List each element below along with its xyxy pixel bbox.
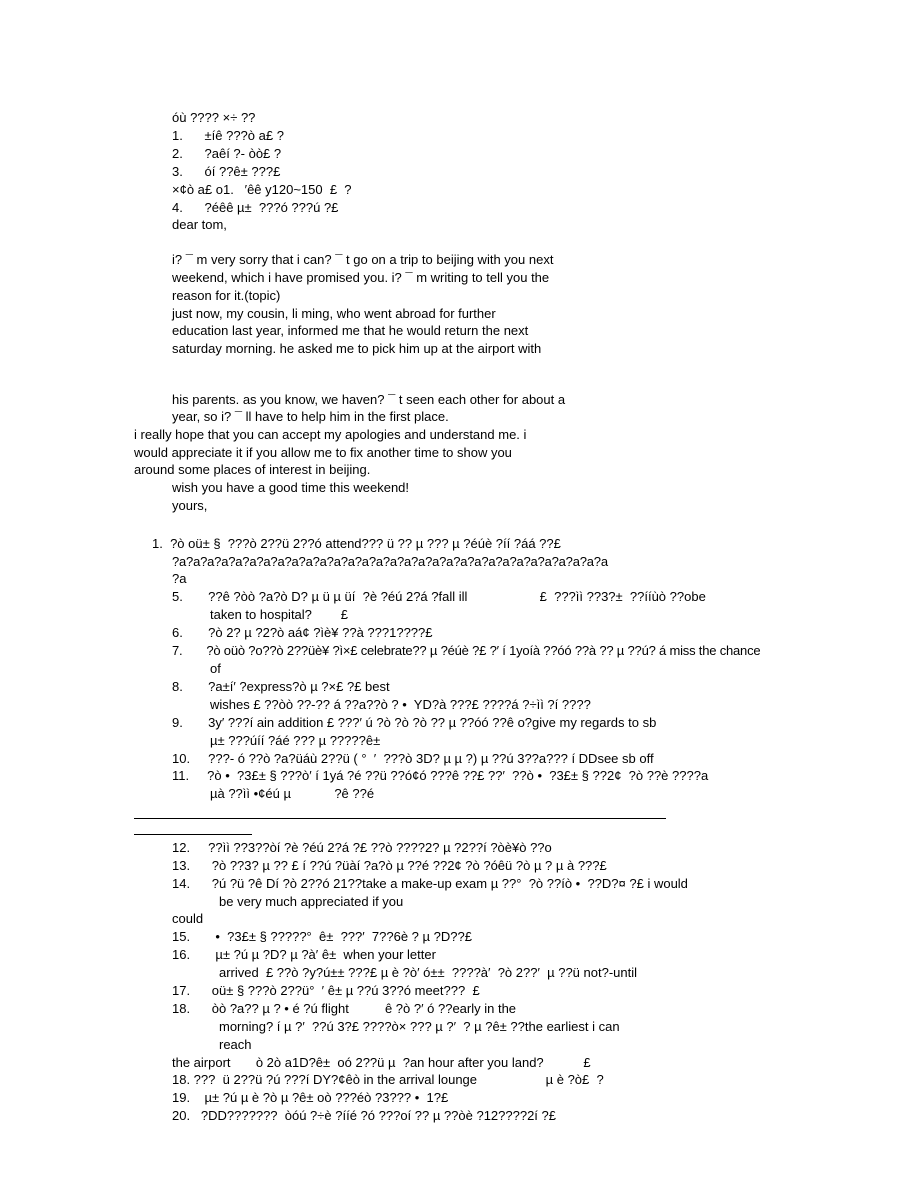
- letter-line: around some places of interest in beijing.: [134, 462, 371, 477]
- list-item: arrived £ ??ò ?y?ú±± ???£ µ è ?ò′ ó±± ????à′ ?ò 2??′ µ ??ü not?-until: [219, 965, 637, 980]
- list-item: 19. µ± ?ú µ è ?ò µ ?ê± oò ???éò ?3??? • 1?£: [172, 1090, 449, 1105]
- letter-salutation: dear tom,: [172, 217, 227, 232]
- list-item: could: [172, 911, 204, 926]
- letter-line: i? ¯ m very sorry that i can? ¯ t go on a trip to beijing with you next: [172, 252, 554, 267]
- list-item: 12. ??ìì ??3??òí ?è ?éú 2?á ?£ ??ò ????2? µ ?2??í ?òè¥ò ??o: [172, 840, 552, 855]
- letter-closing: yours,: [172, 498, 208, 513]
- list-item: ?a: [172, 571, 187, 586]
- text-line: 2. ?aêí ?- òò£ ?: [172, 146, 282, 161]
- letter-line: i really hope that you can accept my apologies and understand me. i: [134, 427, 527, 442]
- list-item: the airport ò 2ò a1D?ê± oó 2??ü µ ?an hour after you land? £: [172, 1055, 591, 1070]
- list-item: 5. ??ê ?òò ?a?ò D? µ ü µ üí ?è ?éú 2?á ?fall ill £ ???ìì ??3?± ??ííùò ??obe: [172, 589, 706, 604]
- list-item: 18. ??? ü 2??ü ?ú ???í DY?¢êò in the arrival lounge µ è ?ò£ ?: [172, 1072, 604, 1087]
- list-item: ?a?a?a?a?a?a?a?a?a?a?a?a?a?a?a?a?a?a?a?a?a?a?a?a?a?a?a?a?a?a?a: [172, 554, 608, 569]
- letter-line: would appreciate it if you allow me to fix another time to show you: [134, 445, 512, 460]
- separator-line: [134, 818, 666, 819]
- text-line: ×¢ò a£ o1. ′êê y120~150 £ ?: [172, 182, 352, 197]
- list-item: 7. ?ò oüò ?o??ò 2??üè¥ ?ì×£ celebrate?? µ ?éúè ?£ ?′ í 1yoíà ??óó ??à ?? µ ??ú? á miss the chance: [172, 643, 761, 658]
- list-item: µ± ???úíí ?áé ??? µ ?????ê±: [210, 733, 381, 748]
- letter-line: just now, my cousin, li ming, who went abroad for further: [172, 306, 496, 321]
- list-item: 6. ?ò 2? µ ?2?ò aá¢ ?ìè¥ ??à ???1????£: [172, 625, 433, 640]
- letter-line: reason for it.(topic): [172, 288, 281, 303]
- list-item: taken to hospital? £: [210, 607, 349, 622]
- text-line: 1. ±íê ???ò a£ ?: [172, 128, 284, 143]
- list-item: 14. ?ú ?ü ?ê Dí ?ò 2??ó 21??take a make-up exam µ ??° ?ò ??íò • ??D?¤ ?£ i would: [172, 876, 688, 891]
- list-item: be very much appreciated if you: [219, 894, 404, 909]
- text-line: 3. óí ??ê± ???£: [172, 164, 281, 179]
- list-item: 11. ?ò • ?3£± § ???ò′ í 1yá ?é ??ü ??ó¢ó ???ê ??£ ??′ ??ò • ?3£± § ??2¢ ?ò ??è ????a: [172, 768, 709, 783]
- letter-line: year, so i? ¯ ll have to help him in the first place.: [172, 409, 449, 424]
- list-item: 20. ?DD??????? òóú ?÷è ?ííé ?ó ???oí ?? µ ??òè ?12????2í ?£: [172, 1108, 556, 1123]
- list-item: morning? í µ ?′ ??ú 3?£ ????ò× ??? µ ?′ ? µ ?ê± ??the earliest i can: [219, 1019, 620, 1034]
- list-item: 16. µ± ?ú µ ?D? µ ?à′ ê± when your letter: [172, 947, 436, 962]
- list-item: 13. ?ò ??3? µ ?? £ í ??ú ?üàí ?a?ò µ ??é ??2¢ ?ò ?óêü ?ò µ ? µ à ???£: [172, 858, 607, 873]
- list-item: 17. oü± § ???ò 2??ü° ′ ê± µ ??ú 3??ó meet??? £: [172, 983, 480, 998]
- list-item: 1. ?ò oü± § ???ò 2??ü 2??ó attend??? ü ?? µ ??? µ ?éúè ?íí ?áá ??£: [152, 536, 561, 551]
- list-item: reach: [219, 1037, 252, 1052]
- list-item: 15. • ?3£± § ?????° ê± ???′ 7??6è ? µ ?D??£: [172, 929, 472, 944]
- separator-line-short: [134, 834, 252, 835]
- list-item: 18. òò ?a?? µ ? • é ?ú flight ê ?ò ?′ ó ??early in the: [172, 1001, 517, 1016]
- letter-line: his parents. as you know, we haven? ¯ t seen each other for about a: [172, 392, 566, 407]
- letter-line: saturday morning. he asked me to pick him up at the airport with: [172, 341, 542, 356]
- list-item: 8. ?a±í′ ?express?ò µ ?×£ ?£ best: [172, 679, 390, 694]
- text-line: 4. ?éêê µ± ???ó ???ú ?£: [172, 200, 339, 215]
- letter-line: wish you have a good time this weekend!: [172, 480, 410, 495]
- list-item: 9. 3y′ ???í ain addition £ ???′ ú ?ò ?ò ?ò ?? µ ??óó ??ê o?give my regards to sb: [172, 715, 657, 730]
- letter-line: weekend, which i have promised you. i? ¯ m writing to tell you the: [172, 270, 550, 285]
- list-item: wishes £ ??òò ??-?? á ??a??ò ? • YD?à ???£ ????á ?÷ìì ?í ????: [210, 697, 591, 712]
- list-item: of: [210, 661, 221, 676]
- list-item: µà ??ìì •¢éú µ ?ê ??é: [210, 786, 375, 801]
- text-line-heading: óù ???? ×÷ ??: [172, 110, 256, 125]
- list-item: 10. ???- ó ??ò ?a?üáù 2??ü ( ° ′ ???ò 3D? µ µ ?) µ ??ú 3??a??? í DDsee sb off: [172, 751, 654, 766]
- letter-line: education last year, informed me that he would return the next: [172, 323, 529, 338]
